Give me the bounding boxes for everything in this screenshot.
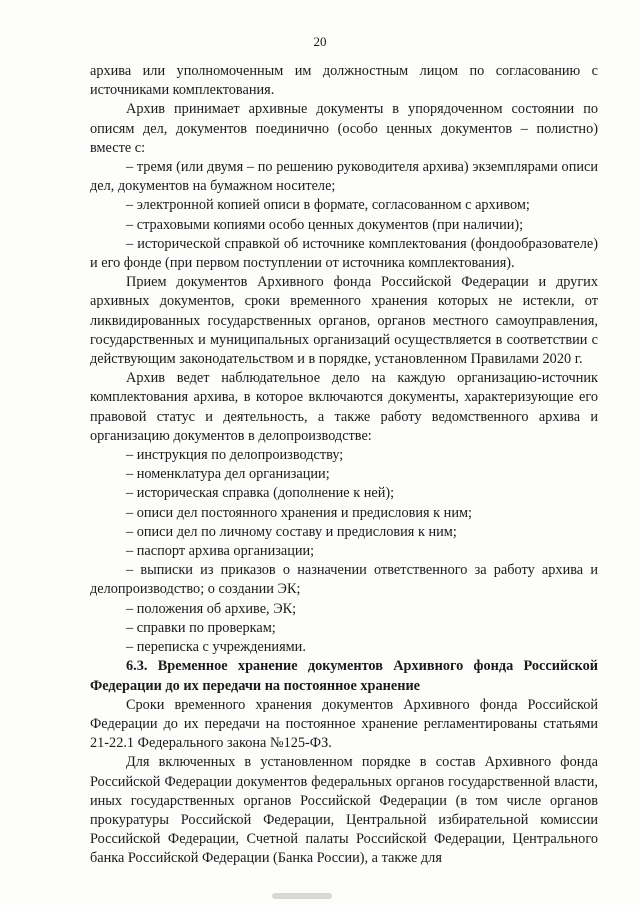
list-item: – справки по проверкам; <box>126 619 276 636</box>
paragraph: Сроки временного хранения документов Архивного фонда Российской Федерации до их передачи на постоянное хранение регламентированы статьями 21-22.1 Федерального закона №125-ФЗ. <box>90 696 598 752</box>
list-item: – переписка с учреждениями. <box>126 639 306 656</box>
list-item: – тремя (или двумя – по решению руководителя архива) экземплярами описи дел, документов на бумажном носителе; <box>90 159 598 195</box>
list-item: – паспорт архива организации; <box>126 543 315 560</box>
list-item: – исторической справкой об источнике комплектования (фондообразователе) и его фонде (при первом поступлении от источника комплектования). <box>90 235 598 272</box>
list-item: – выписки из приказов о назначении ответственного за работу архива и делопроизводство; о создании ЭК; <box>90 562 598 598</box>
section-heading: 6.3. Временное хранение документов Архивного фонда Российской Федерации до их передачи на постоянное хранение <box>90 658 598 694</box>
page-number: 20 <box>313 34 327 49</box>
document-body <box>90 62 598 869</box>
list-item: – описи дел по личному составу и предисловия к ним; <box>126 523 457 540</box>
paragraph: Архив ведет наблюдательное дело на каждую организацию-источник комплектования архива, в которое включаются документы, характеризующие его правовой статус и деятельность, а также работу ведомственного архива и организацию документов в делопроизводстве: <box>90 370 598 444</box>
paragraph: Архив принимает архивные документы в упорядоченном состоянии по описям дел, документов поединично (особо ценных документов – полистно) вместе с: <box>90 101 598 156</box>
list-item: – положения об архиве, ЭК; <box>126 600 297 617</box>
list-item: – описи дел постоянного хранения и предисловия к ним; <box>126 504 472 521</box>
paragraph: Прием документов Архивного фонда Российской Федерации и других архивных документов, сроки временного хранения которых не истекли, от ликвидированных государственных органов, органов местного самоуправления, государственных и муниципальных организаций осуществляется в соответствии с действующим законодательством и в порядке, установленном Правилами 2020 г. <box>90 274 598 368</box>
list-item: – инструкция по делопроизводству; <box>126 447 344 464</box>
scan-artifact <box>272 893 332 899</box>
paragraph: архива или уполномоченным им должностным лицом по согласованию с источниками комплектования. <box>90 63 598 99</box>
paragraph: Для включенных в установленном порядке в состав Архивного фонда Российской Федерации документов федеральных органов государственной власти, иных государственных органов Российской Федерации (в том числе органов прокуратуры Российской Федерации, Центральной избирательной комиссии Российской Федерации, Счетной палаты Российской Федерации, Центрального банка Российской Федерации (Банка России), а также для <box>90 754 598 867</box>
list-item: – историческая справка (дополнение к ней); <box>126 485 395 502</box>
list-item: – страховыми копиями особо ценных документов (при наличии); <box>126 216 524 233</box>
list-item: – номенклатура дел организации; <box>126 466 330 483</box>
list-item: – электронной копией описи в формате, согласованном с архивом; <box>126 197 530 214</box>
